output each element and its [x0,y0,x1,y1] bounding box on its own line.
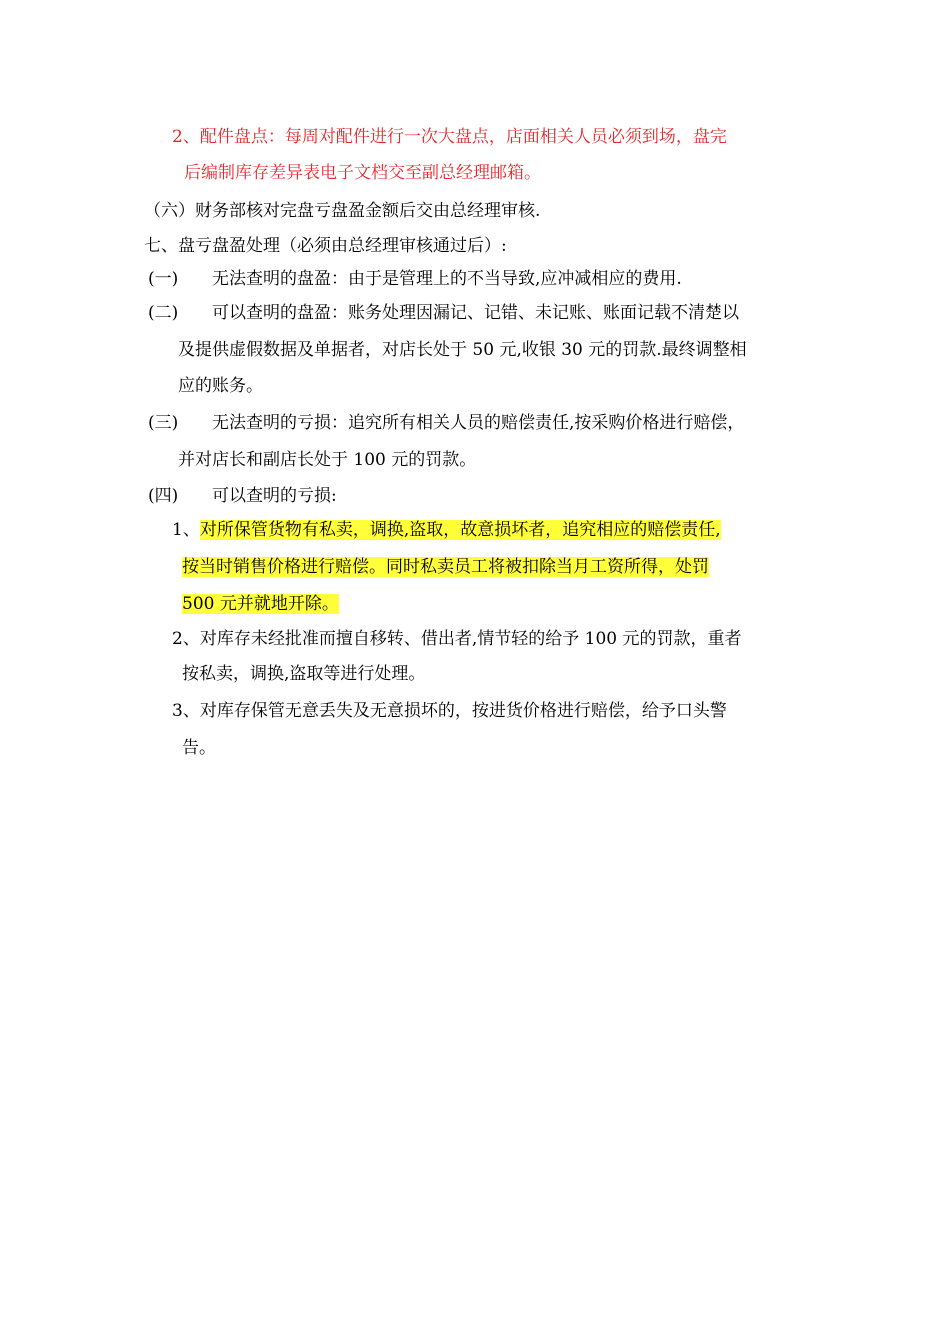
point2-line1: 2、对库存未经批准而擅自移转、借出者,情节轻的给予 100 元的罚款，重者 [172,629,742,649]
item2-line1: 2、配件盘点：每周对配件进行一次大盘点，店面相关人员必须到场，盘完 [172,127,727,147]
section-six: （六）财务部核对完盘亏盘盈金额后交由总经理审核. [144,201,541,221]
sub4-text: 可以查明的亏损: [212,486,337,506]
point3-line2: 告。 [182,738,216,758]
sub4-marker: (四) [148,486,179,506]
sub3-line2: 并对店长和副店长处于 100 元的罚款。 [178,450,477,470]
point1-number [172,517,721,543]
point1-line3: 500 元并就地开除。 [182,594,339,614]
point1-num: 1、 [172,520,200,540]
point1-line3-wrap [182,591,339,617]
sub2-text: 可以查明的盘盈：账务处理因漏记、记错、未记账、账面记载不清楚以 [212,303,739,323]
sub3-text: 无法查明的亏损：追究所有相关人员的赔偿责任,按采购价格进行赔偿， [212,413,745,433]
sub2-line2: 及提供虚假数据及单据者，对店长处于 50 元,收银 30 元的罚款.最终调整相 [178,340,747,360]
point1-line2-wrap [182,554,709,580]
sub2-marker: (二) [148,303,179,323]
point1-line2: 按当时销售价格进行赔偿。同时私卖员工将被扣除当月工资所得，处罚 [182,557,709,577]
point3-line1: 3、对库存保管无意丢失及无意损坏的，按进货价格进行赔偿，给予口头警 [172,701,727,721]
item2-line2: 后编制库存差异表电子文档交至副总经理邮箱。 [184,163,541,183]
section-seven-heading: 七、盘亏盘盈处理（必须由总经理审核通过后）: [144,236,507,256]
sub2-line3: 应的账务。 [178,376,263,396]
sub1-text: 无法查明的盘盈：由于是管理上的不当导致,应冲减相应的费用. [212,269,682,289]
point1-line1: 对所保管货物有私卖，调换,盗取，故意损坏者，追究相应的赔偿责任, [199,520,721,540]
sub3-marker: (三) [148,413,179,433]
sub1-marker: (一) [148,269,179,289]
point2-line2: 按私卖，调换,盗取等进行处理。 [182,664,426,684]
